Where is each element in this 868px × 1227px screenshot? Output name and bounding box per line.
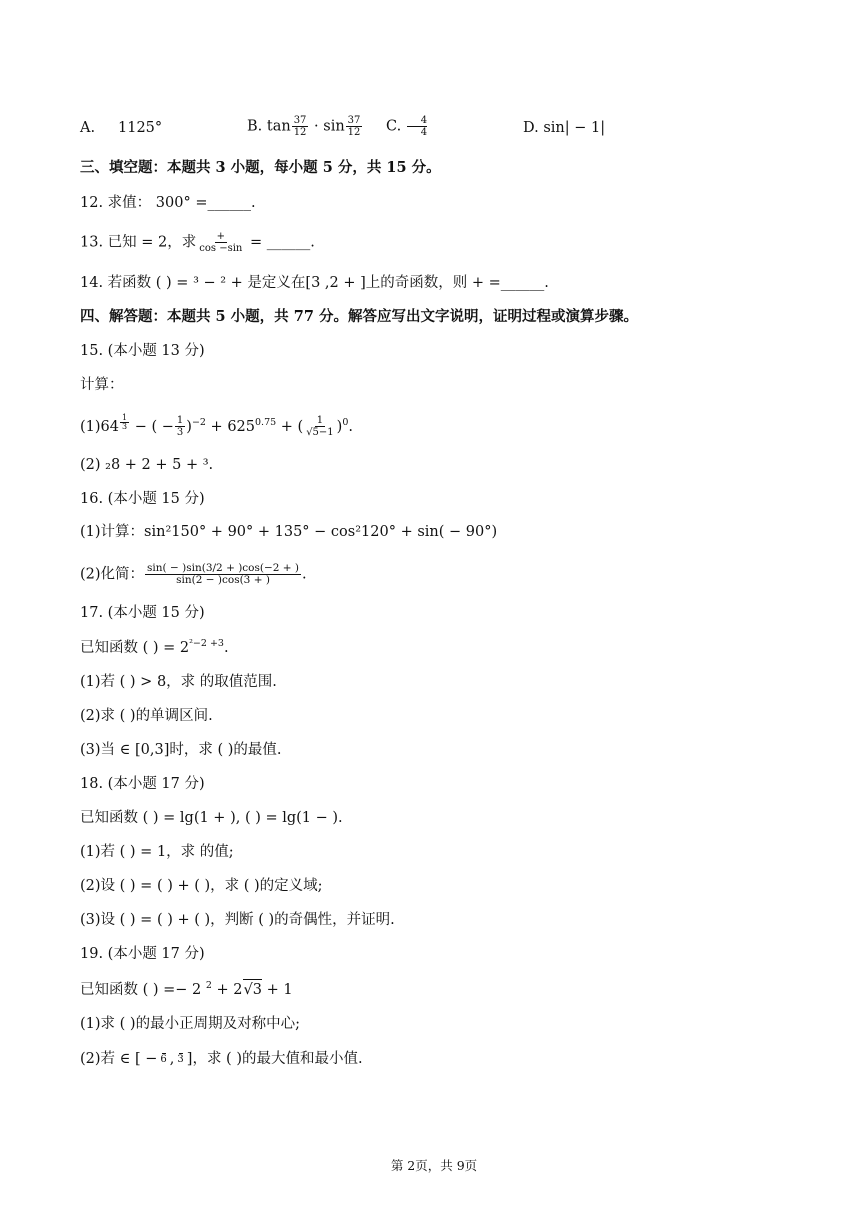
question-16-title: 16. (本小题 15 分): [80, 491, 205, 507]
sqrt-symbol: √3: [243, 979, 262, 1000]
question-13-fraction: $\frac{+}{\cos -\sin}$: [199, 231, 243, 254]
question-13-tail: = ______.: [249, 234, 315, 251]
question-18-intro: 已知函数 ( ) = lg(1 + ), ( ) = lg(1 − ).: [80, 810, 343, 826]
question-18-part-1: (1)若 ( ) = 1，求 的值;: [80, 844, 234, 860]
option-b-fraction-2: $\frac{37}{12}$: [347, 115, 361, 138]
option-a-label: A.: [80, 120, 96, 136]
page-footer: 第 2页，共 9页: [390, 1158, 478, 1173]
question-17-title: 17. (本小题 15 分): [80, 605, 205, 621]
question-19-part-2: (2)若 ∈ [ − 6 , 3 ]，求 ( )的最大值和最小值.: [80, 1051, 363, 1067]
question-19-part-1: (1)求 ( )的最小正周期及对称中心;: [80, 1016, 300, 1032]
question-14: 14. 若函数 ( ) = ³ − ² + 是定义在[3 ,2 + ]上的奇函数，则 + =______.: [80, 275, 549, 291]
question-18-part-2: (2)设 ( ) = ( ) + ( )，求 ( )的定义域;: [80, 878, 323, 894]
question-16-part-2: (2)化简： $\frac{\sin( - )\sin(3/2 + )\cos(-2 + )}{\sin(2 - )\cos(3 + )}$ .: [80, 562, 307, 586]
option-b-middle: · sin: [314, 118, 345, 135]
question-12: 12. 求值： 300° =______.: [80, 195, 256, 211]
section-3-heading: 三、填空题：本题共 3 小题，每小题 5 分，共 15 分。: [80, 159, 441, 176]
option-c-fraction: $\frac{4}{4}$: [407, 115, 427, 138]
question-15-intro: 计算：: [80, 377, 124, 393]
question-17-intro: 已知函数 ( ) = $2^{^2-2 +3}$.: [80, 638, 229, 656]
question-19-title: 19. (本小题 17 分): [80, 946, 205, 962]
question-17-part-3: (3)当 ∈ [0,3]时，求 ( )的最值.: [80, 742, 282, 758]
question-15-title: 15. (本小题 13 分): [80, 343, 205, 359]
section-4-heading: 四、解答题：本题共 5 小题，共 77 分。解答应写出文字说明，证明过程或演算步骤。: [80, 308, 638, 325]
option-b-fraction-1: $\frac{37}{12}$: [293, 115, 307, 138]
question-15-part-2: (2) ₂8 + 2 + 5 + ³.: [80, 457, 214, 473]
question-19-intro: 已知函数 ( ) =− 2 $^2$ + 2√3 + 1: [80, 980, 293, 998]
option-d: D. sin| − 1|: [523, 120, 606, 136]
option-c: [386, 115, 428, 138]
question-13: [80, 231, 315, 254]
question-13-lead: 13. 已知 = 2，求: [80, 234, 197, 251]
option-c-label: C.: [386, 118, 402, 135]
question-18-part-3: (3)设 ( ) = ( ) + ( )，判断 ( )的奇偶性，并证明.: [80, 912, 395, 928]
option-a-value: 1125°: [118, 120, 163, 136]
option-b: [247, 115, 363, 138]
question-17-part-1: (1)若 ( ) > 8，求 的取值范围.: [80, 674, 277, 690]
question-16-part-1: (1)计算：sin²150° + 90° + 135° − cos²120° + sin( − 90°): [80, 524, 498, 540]
question-17-part-2: (2)求 ( )的单调区间.: [80, 708, 213, 724]
question-15-part-1: (1)64 $^{\frac{1}{3}}$ − ( − $\frac{1}{3}$ )$^{-2} + 625^{0.75}$ + ( $\frac{1}{√5-1}$ )$^0$.: [80, 413, 353, 439]
option-b-label: B. tan: [247, 118, 291, 135]
question-18-title: 18. (本小题 17 分): [80, 776, 205, 792]
